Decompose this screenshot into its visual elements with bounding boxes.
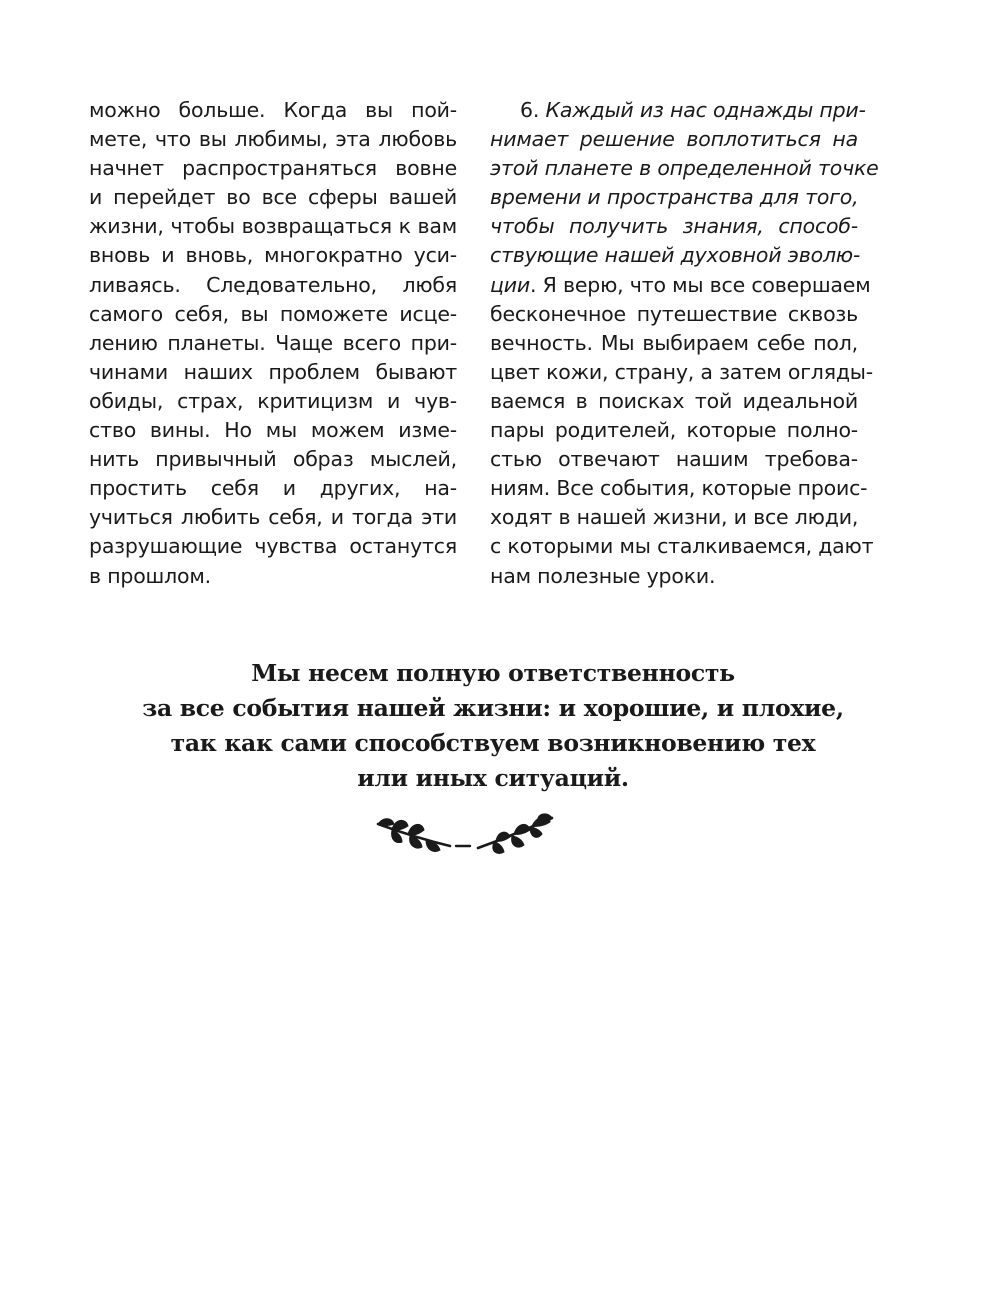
left-line-1: можно больше. Когда вы пой- — [89, 98, 457, 122]
quote-line-4: или иных ситуаций. — [357, 764, 629, 792]
right-line-13: стью отвечают нашим требова- — [490, 447, 858, 472]
left-line-15: учиться любить себя, и тогда эти — [89, 505, 457, 530]
left-line-17: в прошлом. — [89, 563, 211, 588]
quote-line-3: так как сами способствуем возникновению тех — [170, 729, 816, 757]
right-line-5: чтобы получить знания, способ- — [490, 214, 858, 239]
right-line-10: цвет кожи, страну, а затем огляды- — [490, 359, 873, 384]
right-column — [490, 96, 879, 591]
right-line-7 — [490, 271, 871, 300]
right-line-17: нам полезные уроки. — [490, 563, 716, 588]
left-line-5: жизни, чтобы возвращаться к вам — [89, 214, 457, 239]
item-number: 6. — [520, 98, 546, 122]
left-line-8: самого себя, вы поможете исце- — [89, 301, 457, 326]
right-line-16: с которыми мы сталкиваемся, дают — [490, 534, 874, 559]
quote-line-2: за все события нашей жизни: и хорошие, и плохие, — [142, 694, 844, 722]
right-line-14: ниям. Все события, которые проис- — [490, 476, 868, 501]
left-line-2: мете, что вы любимы, эта любовь — [89, 127, 457, 152]
right-line-6: ствующие нашей духовной эволю- — [490, 243, 861, 268]
right-line-2: нимает решение воплотиться на — [490, 127, 858, 152]
left-line-16: разрушающие чувства останутся — [89, 534, 457, 559]
right-line-4: времени и пространства для того, — [490, 185, 859, 210]
left-line-6: вновь и вновь, многократно уси- — [89, 243, 457, 268]
left-line-10: чинами наших проблем бывают — [89, 359, 457, 384]
left-column — [89, 96, 457, 591]
plain-text: . Я верю, что мы все совершаем — [530, 272, 871, 297]
right-line-15: ходят в нашей жизни, и все люди, — [490, 505, 859, 530]
laurel-branches-icon — [370, 810, 560, 860]
right-line-9: вечность. Мы выбираем себе пол, — [490, 330, 858, 355]
pull-quote — [93, 656, 893, 796]
right-line-8: бесконечное путешествие сквозь — [490, 301, 858, 326]
left-line-7: ливаясь. Следовательно, любя — [89, 272, 457, 297]
right-line-1 — [490, 96, 866, 125]
left-line-13: нить привычный образ мыслей, — [89, 447, 457, 472]
italic-text: ции — [490, 272, 530, 297]
left-line-9: лению планеты. Чаще всего при- — [89, 330, 457, 355]
quote-line-1: Мы несем полную ответственность — [251, 659, 735, 687]
left-line-4: и перейдет во все сферы вашей — [89, 185, 457, 210]
left-line-12: ство вины. Но мы можем изме- — [89, 418, 457, 443]
right-line-12: пары родителей, которые полно- — [490, 418, 858, 443]
left-line-11: обиды, страх, критицизм и чув- — [89, 388, 457, 413]
left-line-3: начнет распространяться вовне — [89, 156, 457, 181]
right-line-11: ваемся в поисках той идеальной — [490, 388, 858, 413]
left-line-14: простить себя и других, на- — [89, 476, 457, 501]
italic-text: Каждый из нас однажды при- — [545, 98, 866, 122]
right-line-3: этой планете в определенной точке — [490, 156, 879, 181]
